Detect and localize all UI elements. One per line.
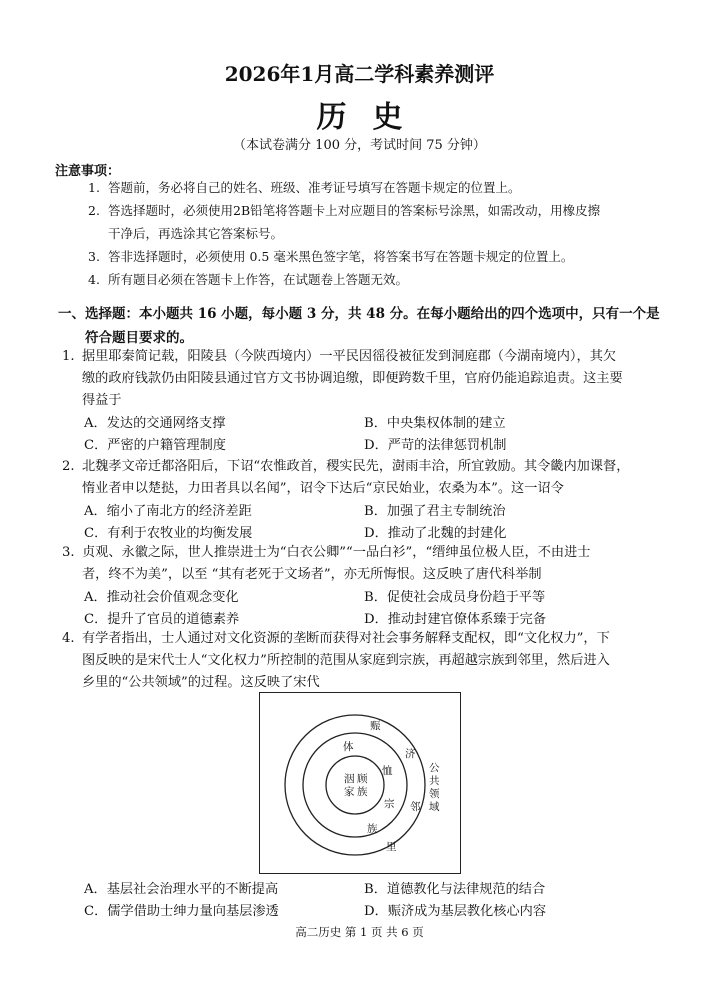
question-text: 得益于 <box>82 393 122 408</box>
question-4 <box>62 628 668 694</box>
notice-item-continuation: 干净后，再选涂其它答案标号。 <box>108 226 284 241</box>
notice-item-text: 答选择题时，必须使用2B铅笔将答题卡上对应题目的答案标号涂黑，如需改动，用橡皮擦 <box>108 203 601 218</box>
q2-option-d[interactable]: D．推动了北魏的封建化 <box>364 526 507 541</box>
q2-option-a[interactable]: A．缩小了南北方的经济差距 <box>84 504 252 519</box>
question-text: 者，终不为美”，以至 “其有老死于文场者”，亦无所悔恨。这反映了唐代科举制 <box>82 567 542 582</box>
question-1 <box>62 346 668 412</box>
question-text: 有学者指出，士人通过对文化资源的垄断而获得对社会事务解释支配权，即“文化权力”，下 <box>82 631 610 646</box>
question-text: 缴的政府钱款仍由阳陵县通过官方文书协调追缴，即便跨数千里，官府仍能追踪追责。这主要 <box>82 371 623 386</box>
outer-circle <box>285 715 425 855</box>
q3-option-d[interactable]: D．推动封建官僚体系臻于完备 <box>364 612 547 627</box>
label-zu: 族 <box>367 823 378 835</box>
question-number: 1. <box>62 349 75 364</box>
q3-option-a[interactable]: A．推动社会价值观念变化 <box>84 590 239 605</box>
public-domain-4: 域 <box>429 801 440 813</box>
section-heading <box>58 302 668 350</box>
q4-option-a[interactable]: A．基层社会治理水平的不断提高 <box>84 882 279 897</box>
q3-option-c[interactable]: C．提升了官员的道德素养 <box>84 612 240 627</box>
question-number: 3. <box>62 545 75 560</box>
exam-title: 2026年1月高二学科素养测评 <box>224 62 495 86</box>
notice-item <box>88 268 668 291</box>
q4-option-b[interactable]: B．道德教化与法律规范的结合 <box>364 882 546 897</box>
q1-option-c[interactable]: C．严密的户籍管理制度 <box>84 438 226 453</box>
q4-option-c[interactable]: C．儒学借助士绅力量向基层渗透 <box>84 904 279 919</box>
inner-right-top: 顾 <box>357 773 368 785</box>
q3-option-b[interactable]: B．促使社会成员身份趋于平等 <box>364 590 546 605</box>
q2-option-c[interactable]: C．有利于农牧业的均衡发展 <box>84 526 253 541</box>
question-2 <box>62 456 668 500</box>
notice-item-text: 答非选择题时，必须使用 0.5 毫米黑色签字笔，将答案书写在答题卡规定的位置上。 <box>108 249 574 264</box>
page-footer: 高二历史 第 1 页 共 6 页 <box>295 925 424 939</box>
notice-item-number: 2. <box>88 203 100 218</box>
question-text: 据里耶秦简记载，阳陵县（今陕西境内）一平民因徭役被征发到洞庭郡（今湖南境内），其欠 <box>82 349 617 364</box>
inner-right-bottom: 族 <box>357 786 368 798</box>
q2-option-b[interactable]: B．加强了君主专制统治 <box>364 504 506 519</box>
notice-item-number: 1. <box>88 180 100 195</box>
q4-option-d[interactable]: D．赈济成为基层教化核心内容 <box>364 904 547 919</box>
cultural-power-diagram <box>259 692 461 874</box>
notice-item-text: 所有题目必须在答题卡上作答，在试题卷上答题无效。 <box>108 272 409 287</box>
inner-circle <box>326 756 384 814</box>
q1-option-b[interactable]: B．中央集权体制的建立 <box>364 416 506 431</box>
question-text: 乡里的“公共领域”的过程。这反映了宋代 <box>82 675 320 690</box>
question-number: 2. <box>62 459 75 474</box>
notice-item <box>88 245 668 268</box>
label-ti: 体 <box>343 741 354 753</box>
public-domain-2: 共 <box>429 775 440 787</box>
q1-option-d[interactable]: D．严苛的法律惩罚机制 <box>364 438 507 453</box>
question-text: 图反映的是宋代士人“文化权力”所控制的范围从家庭到宗族，再超越宗族到邻里，然后进入 <box>82 653 610 668</box>
inner-left-top: 洇 <box>344 773 355 785</box>
notice-heading: 注意事项： <box>55 164 121 179</box>
public-domain-1: 公 <box>429 762 440 774</box>
notice-item <box>88 199 668 222</box>
question-text: 贞观、永徽之际，世人推崇进士为“白衣公卿”“一品白衫”，“缙绅虽位极人臣，不由进士 <box>82 545 591 560</box>
label-zhen: 赈 <box>370 720 381 732</box>
exam-info: （本试卷满分 100 分，考试时间 75 分钟） <box>233 138 486 153</box>
question-text: 惰业者申以楚挞，力田者具以名闻”，诏令下达后“京民始业，农桑为本”。这一诏令 <box>82 481 564 496</box>
public-domain-3: 领 <box>429 788 440 800</box>
question-number: 4. <box>62 631 75 646</box>
notice-item-number: 3. <box>88 249 100 264</box>
notice-item-number: 4. <box>88 272 100 287</box>
notice-item-text: 答题前，务必将自己的姓名、班级、准考证号填写在答题卡规定的位置上。 <box>108 180 521 195</box>
question-3 <box>62 542 668 586</box>
subject-title: 历史 <box>316 100 429 135</box>
section-heading-line: 一、选择题：本小题共 16 小题，每小题 3 分，共 48 分。在每小题给出的四个选项中，只有一个是 <box>58 306 660 322</box>
q1-option-a[interactable]: A．发达的交通网络支撑 <box>84 416 226 431</box>
section-heading-line: 符合题目要求的。 <box>85 330 193 346</box>
label-xu: 恤 <box>382 765 393 777</box>
label-ji: 济 <box>405 748 416 760</box>
notice-item <box>88 176 668 199</box>
label-lin: 邻 <box>410 801 421 813</box>
middle-circle <box>303 733 407 837</box>
label-zong: 宗 <box>384 798 395 810</box>
diagram-svg <box>260 693 460 873</box>
inner-left-bottom: 家 <box>344 786 355 798</box>
notice-list <box>88 176 668 291</box>
question-text: 北魏孝文帝迁都洛阳后，下诏“农惟政首，稷实民先，澍雨丰洽，所宜敦励。其令畿内加课督， <box>82 459 630 474</box>
label-li: 里 <box>386 841 397 853</box>
